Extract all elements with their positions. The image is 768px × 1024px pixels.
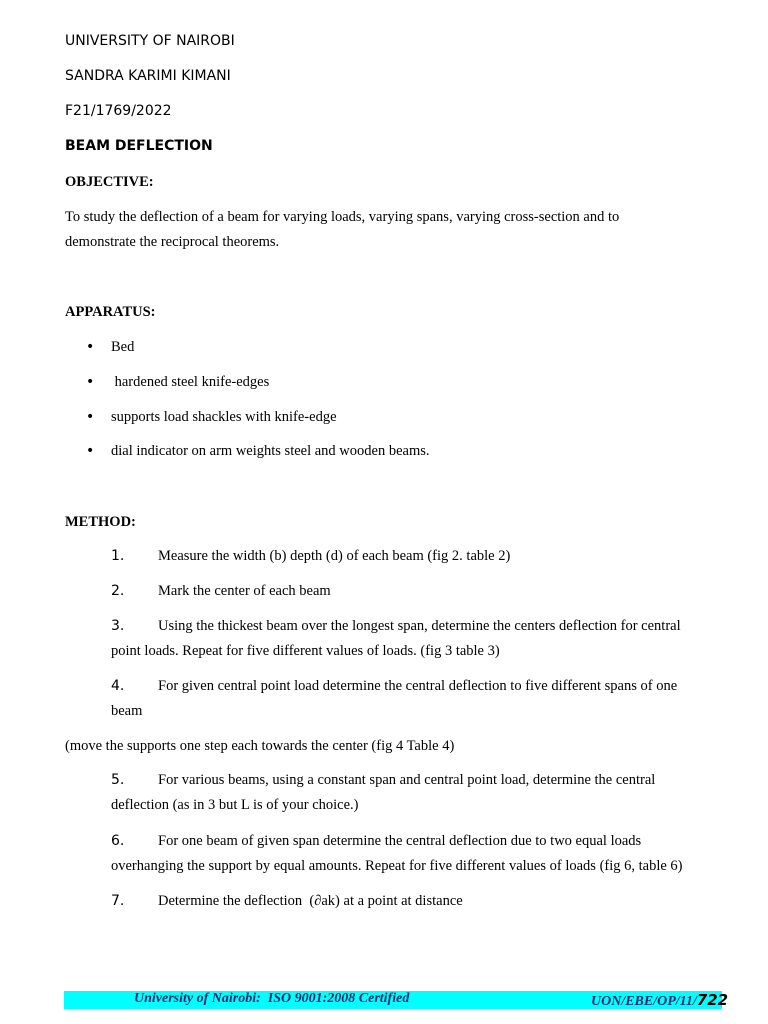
objective-text-line2: demonstrate the reciprocal theorems.	[65, 234, 280, 250]
step-text-continued: deflection (as in 3 but L is of your choice.)	[111, 797, 359, 813]
apparatus-item: hardened steel knife-edges	[111, 374, 270, 390]
step-number: 4.	[111, 678, 125, 694]
step-text: For one beam of given span determine the central deflection due to two equal loads	[158, 833, 642, 849]
step-number: 1.	[111, 548, 125, 564]
bullet-icon: •	[86, 409, 95, 425]
step-number: 2.	[111, 583, 125, 599]
step-number: 7.	[111, 893, 125, 909]
step-text-continued: point loads. Repeat for five different values of loads. (fig 3 table 3)	[111, 643, 500, 659]
bullet-icon: •	[86, 443, 95, 459]
step-number: 6.	[111, 833, 125, 849]
method-heading: METHOD:	[65, 514, 136, 530]
step-number: 3.	[111, 618, 125, 634]
apparatus-item: dial indicator on arm weights steel and wooden beams.	[111, 443, 430, 459]
step-text: Measure the width (b) depth (d) of each beam (fig 2. table 2)	[158, 548, 511, 564]
footer-doc-code	[591, 991, 728, 1010]
step-text: Determine the deflection (∂ak) at a point at distance	[158, 893, 463, 909]
step-number: 5.	[111, 772, 125, 788]
step-text-continued: beam	[111, 703, 143, 719]
step-text-continued: overhanging the support by equal amounts. Repeat for five different values of loads (fig 6, table 6)	[111, 858, 683, 874]
apparatus-item: Bed	[111, 339, 135, 355]
student-name: SANDRA KARIMI KIMANI	[65, 68, 231, 84]
step-text: For given central point load determine the central deflection to five different spans of one	[158, 678, 678, 694]
apparatus-heading: APPARATUS:	[65, 304, 156, 320]
objective-heading: OBJECTIVE:	[65, 174, 154, 190]
step-text: Using the thickest beam over the longest span, determine the centers deflection for central	[158, 618, 681, 634]
step-text: Mark the center of each beam	[158, 583, 331, 599]
bullet-icon: •	[86, 374, 95, 390]
page-number: 722	[696, 991, 729, 1009]
footer-certification: University of Nairobi: ISO 9001:2008 Certified	[134, 991, 410, 1006]
bullet-icon: •	[86, 339, 95, 355]
registration-number: F21/1769/2022	[65, 103, 172, 119]
step-text: For various beams, using a constant span and central point load, determine the central	[158, 772, 656, 788]
footer-doc-code-text: UON/EBE/OP/11/	[591, 994, 697, 1009]
university-name: UNIVERSITY OF NAIROBI	[65, 33, 235, 49]
objective-text-line1: To study the deflection of a beam for varying loads, varying spans, varying cross-section and to	[65, 209, 620, 225]
step-4-note: (move the supports one step each towards the center (fig 4 Table 4)	[65, 738, 455, 754]
apparatus-item: supports load shackles with knife-edge	[111, 409, 337, 425]
document-title: BEAM DEFLECTION	[65, 138, 213, 154]
